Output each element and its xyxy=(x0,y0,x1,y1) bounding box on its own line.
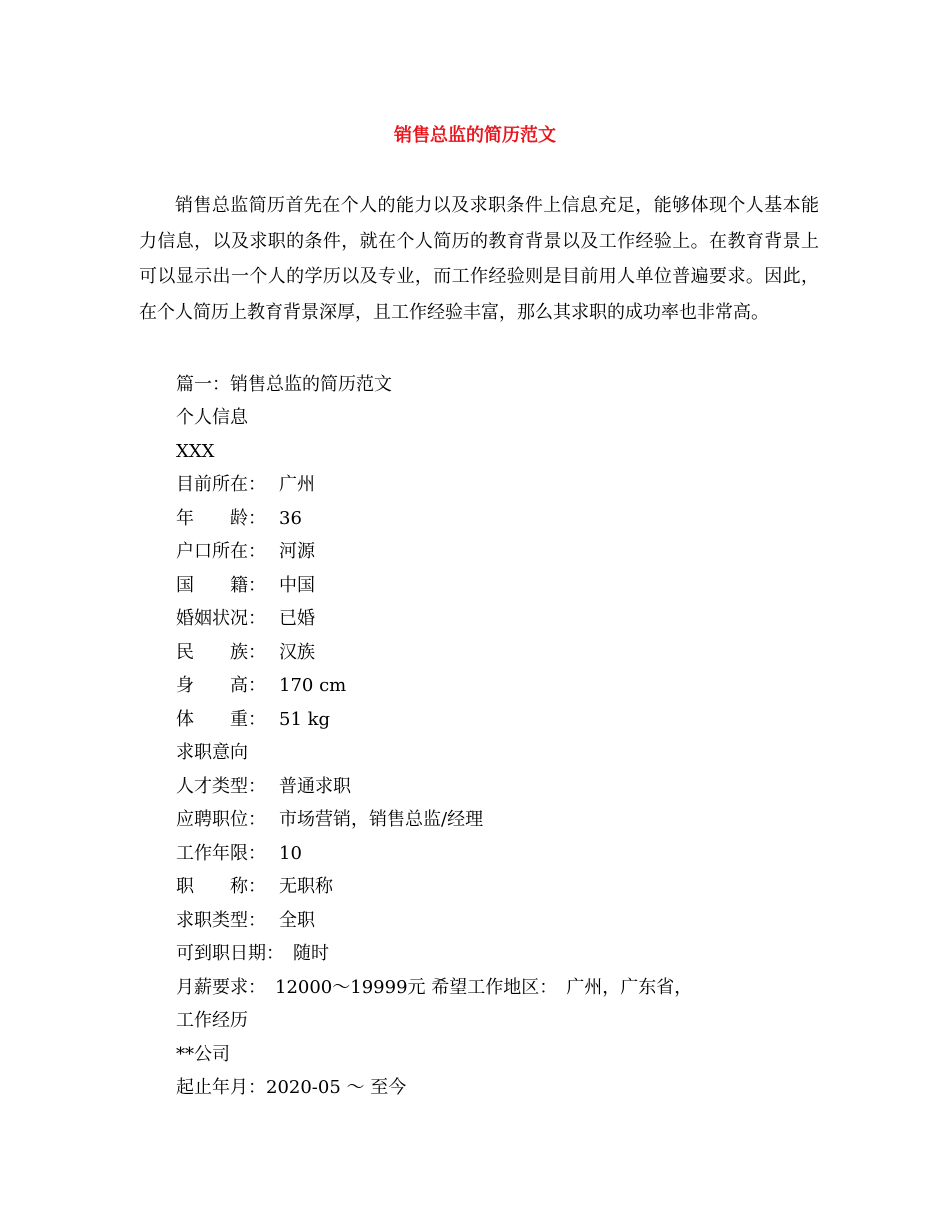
candidate-name: XXX xyxy=(176,441,215,462)
personal-info-heading: 个人信息 xyxy=(176,407,248,428)
section-heading: 篇一：销售总监的简历范文 xyxy=(176,374,392,395)
field-applied-position xyxy=(176,807,483,833)
field-job-title xyxy=(176,874,333,900)
field-value: 普通求职 xyxy=(279,776,351,797)
field-years-experience xyxy=(176,841,302,867)
field-value: 无职称 xyxy=(279,876,333,897)
field-label: 工作年限： xyxy=(176,843,266,864)
field-label: 户口所在： xyxy=(176,541,266,562)
field-value: 中国 xyxy=(279,575,315,596)
field-value: 已婚 xyxy=(279,608,315,629)
intro-paragraph: 销售总监简历首先在个人的能力以及求职条件上信息充足，能够体现个人基本能力信息，以及求职的条件，就在个人简历的教育背景以及工作经验上。在教育背景上可以显示出一个人的学历以及专业，而工作经验则是目前用人单位普遍要求。因此，在个人简历上教育背景深厚，且工作经验丰富，那么其求职的成功率也非常高。 xyxy=(139,195,819,323)
field-value: 36 xyxy=(279,508,302,529)
field-ethnicity xyxy=(176,640,315,666)
field-weight xyxy=(176,707,330,733)
field-nationality xyxy=(176,573,315,599)
field-height xyxy=(176,673,346,699)
job-intent-heading: 求职意向 xyxy=(176,742,248,763)
field-age xyxy=(176,506,302,532)
employment-period: 起止年月：2020-05 ～ 至今 xyxy=(176,1077,407,1098)
field-label: 体 重： xyxy=(176,709,266,730)
field-label: 身 高： xyxy=(176,675,266,696)
field-hukou xyxy=(176,539,315,565)
field-value: 广州 xyxy=(279,474,315,495)
field-value: 170 cm xyxy=(279,675,347,696)
field-value: 汉族 xyxy=(279,642,315,663)
field-current-location xyxy=(176,472,315,498)
field-label: 民 族： xyxy=(176,642,266,663)
field-label: 人才类型： xyxy=(176,776,266,797)
field-value: 河源 xyxy=(279,541,315,562)
work-history-heading: 工作经历 xyxy=(176,1010,248,1031)
field-value: 全职 xyxy=(279,910,315,931)
field-label: 应聘职位： xyxy=(176,809,266,830)
field-marital-status xyxy=(176,606,315,632)
field-label: 目前所在： xyxy=(176,474,266,495)
field-label: 职 称： xyxy=(176,876,266,897)
field-employment-type xyxy=(176,908,315,934)
document-title: 销售总监的简历范文 xyxy=(394,125,556,146)
field-talent-type xyxy=(176,774,351,800)
field-label: 婚姻状况： xyxy=(176,608,266,629)
field-label: 年 龄： xyxy=(176,508,266,529)
field-value: 51 kg xyxy=(279,709,331,730)
field-value: 10 xyxy=(279,843,302,864)
field-salary-and-location: 月薪要求： 12000～19999元 希望工作地区： 广州，广东省， xyxy=(176,977,693,998)
company-name: **公司 xyxy=(176,1044,230,1065)
field-available-date: 可到职日期： 随时 xyxy=(176,943,329,964)
field-value: 市场营销，销售总监/经理 xyxy=(279,809,484,830)
field-label: 求职类型： xyxy=(176,910,266,931)
field-label: 国 籍： xyxy=(176,575,266,596)
